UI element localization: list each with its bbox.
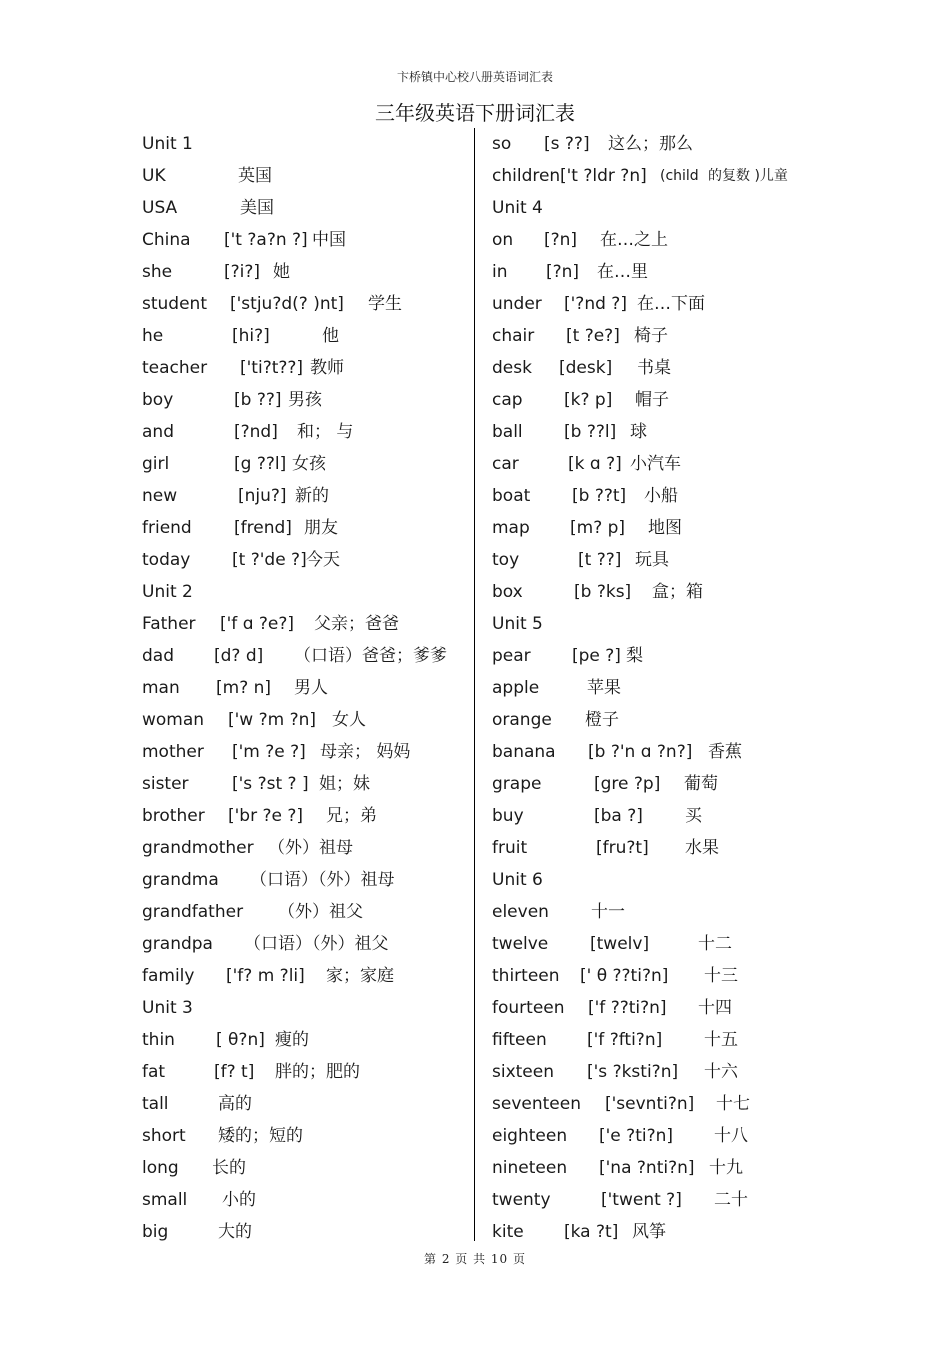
chinese-meaning: 家；家庭 <box>326 966 394 986</box>
english-word: student <box>142 294 207 314</box>
chinese-meaning: 她 <box>273 262 290 282</box>
english-word: big <box>142 1222 169 1242</box>
english-word: fifteen <box>492 1030 547 1050</box>
english-word: dad <box>142 646 174 666</box>
english-word: fruit <box>492 838 528 858</box>
unit-heading <box>492 864 822 896</box>
chinese-meaning: 大的 <box>218 1222 252 1242</box>
vocab-row <box>492 1088 822 1120</box>
phonetic: [f? t] <box>214 1062 255 1082</box>
unit-label: Unit 2 <box>142 582 193 602</box>
english-word: map <box>492 518 530 538</box>
phonetic: [s ??] <box>544 134 590 154</box>
english-word: twenty <box>492 1190 551 1210</box>
vocab-row <box>492 832 822 864</box>
usage-note: (child <box>660 168 699 184</box>
page-title: 三年级英语下册词汇表 <box>375 101 575 125</box>
vocab-row <box>142 224 467 256</box>
english-word: cap <box>492 390 523 410</box>
vocab-row <box>142 512 467 544</box>
vocab-row <box>492 1120 822 1152</box>
unit-label: Unit 1 <box>142 134 193 154</box>
vocab-row <box>492 416 822 448</box>
chinese-meaning: 教师 <box>310 358 344 378</box>
phonetic: [b ??] <box>234 390 282 410</box>
phonetic: ['na ?nti?n] <box>599 1158 695 1178</box>
phonetic: [k ɑ ?] <box>568 454 622 474</box>
unit-label: Unit 4 <box>492 198 543 218</box>
chinese-meaning: （口语）爸爸；爹爹 <box>294 646 447 666</box>
vocab-row <box>142 416 467 448</box>
unit-heading <box>142 576 467 608</box>
chinese-meaning: 球 <box>630 422 647 442</box>
chinese-meaning: 在…之上 <box>600 230 668 250</box>
chinese-meaning: 小船 <box>644 486 678 506</box>
english-word: brother <box>142 806 205 826</box>
english-word: on <box>492 230 514 250</box>
chinese-meaning: 十八 <box>714 1126 748 1146</box>
phonetic: [pe ?] <box>572 646 621 666</box>
unit-label: Unit 5 <box>492 614 543 634</box>
chinese-meaning: 矮的；短的 <box>218 1126 303 1146</box>
chinese-meaning: 十四 <box>698 998 732 1018</box>
chinese-meaning: 母亲； 妈妈 <box>320 742 411 762</box>
english-word: man <box>142 678 180 698</box>
english-word: UK <box>142 166 166 186</box>
chinese-meaning: 父亲；爸爸 <box>314 614 399 634</box>
english-word: pear <box>492 646 531 666</box>
vocab-row <box>492 1216 822 1248</box>
unit-heading <box>142 128 467 160</box>
chinese-meaning: 帽子 <box>635 390 669 410</box>
chinese-meaning: 中国 <box>312 230 346 250</box>
chinese-meaning: 梨 <box>626 646 643 666</box>
vocab-row <box>142 1088 467 1120</box>
chinese-meaning: 风筝 <box>632 1222 666 1242</box>
english-word: so <box>492 134 512 154</box>
vocab-row <box>142 384 467 416</box>
chinese-meaning: （口语）（外）祖母 <box>250 870 395 890</box>
right-column <box>492 128 822 1248</box>
unit-heading <box>492 192 822 224</box>
vocab-row <box>492 576 822 608</box>
chinese-meaning: 兄；弟 <box>326 806 377 826</box>
english-word: teacher <box>142 358 208 378</box>
chinese-meaning: （外）祖母 <box>268 838 353 858</box>
english-word: sixteen <box>492 1062 554 1082</box>
phonetic: [k? p] <box>564 390 613 410</box>
phonetic: [' θ ??ti?n] <box>580 966 669 986</box>
chinese-meaning: 十一 <box>591 902 625 922</box>
vocab-row <box>142 160 467 192</box>
chinese-meaning: 女人 <box>332 710 366 730</box>
phonetic: [frend] <box>234 518 292 538</box>
vocab-row <box>142 736 467 768</box>
chinese-meaning: 朋友 <box>304 518 338 538</box>
vocab-row <box>142 704 467 736</box>
english-word: he <box>142 326 164 346</box>
english-word: nineteen <box>492 1158 568 1178</box>
english-word: apple <box>492 678 540 698</box>
english-word: fat <box>142 1062 166 1082</box>
english-word: grandmother <box>142 838 254 858</box>
vocab-row <box>142 672 467 704</box>
phonetic: [g ??l] <box>234 454 287 474</box>
vocab-row <box>492 768 822 800</box>
chinese-meaning: （外）祖父 <box>278 902 363 922</box>
vocab-row <box>142 1120 467 1152</box>
vocab-row <box>492 992 822 1024</box>
vocab-row <box>142 768 467 800</box>
english-word: in <box>492 262 508 282</box>
english-word: and <box>142 422 174 442</box>
chinese-meaning: 美国 <box>240 198 274 218</box>
phonetic: [b ?ks] <box>574 582 632 602</box>
vocab-row <box>142 448 467 480</box>
chinese-meaning: 苹果 <box>587 678 621 698</box>
vocab-row <box>492 640 822 672</box>
english-word: eleven <box>492 902 549 922</box>
vocab-row <box>142 352 467 384</box>
phonetic: [b ??t] <box>572 486 627 506</box>
chinese-meaning: 胖的；肥的 <box>275 1062 360 1082</box>
chinese-meaning: 十三 <box>704 966 738 986</box>
phonetic: ['?nd ?] <box>564 294 627 314</box>
vocab-row <box>142 960 467 992</box>
phonetic: [desk] <box>559 358 613 378</box>
english-word: boy <box>142 390 174 410</box>
english-word: grandpa <box>142 934 213 954</box>
document-header: 卞桥镇中心校八册英语词汇表 <box>396 70 553 84</box>
vocab-row <box>492 320 822 352</box>
phonetic: [hi?] <box>232 326 270 346</box>
english-word: grandma <box>142 870 219 890</box>
chinese-meaning: 橙子 <box>585 710 619 730</box>
phonetic: [?i?] <box>224 262 261 282</box>
chinese-meaning: 买 <box>685 806 702 826</box>
phonetic: [b ??l] <box>564 422 617 442</box>
phonetic: [nju?] <box>238 486 287 506</box>
chinese-meaning: 姐；妹 <box>319 774 370 794</box>
english-word: box <box>492 582 523 602</box>
chinese-meaning: 二十 <box>714 1190 748 1210</box>
unit-label: Unit 3 <box>142 998 193 1018</box>
english-word: family <box>142 966 195 986</box>
phonetic: ['twent ?] <box>601 1190 682 1210</box>
phonetic: [t ?e?] <box>566 326 620 346</box>
vocab-row <box>142 544 467 576</box>
column-divider <box>474 128 475 1241</box>
english-word: tall <box>142 1094 169 1114</box>
chinese-meaning: （口语）（外）祖父 <box>244 934 389 954</box>
vocab-row <box>492 1152 822 1184</box>
vocab-row <box>142 1152 467 1184</box>
vocab-row <box>492 1184 822 1216</box>
chinese-meaning: 十九 <box>709 1158 743 1178</box>
vocab-row <box>142 640 467 672</box>
vocab-row <box>142 1024 467 1056</box>
chinese-meaning: 在…下面 <box>637 294 705 314</box>
vocab-row <box>492 448 822 480</box>
vocab-row <box>492 928 822 960</box>
phonetic: [ θ?n] <box>216 1030 265 1050</box>
phonetic: ['s ?ksti?n] <box>587 1062 679 1082</box>
vocab-row <box>142 288 467 320</box>
phonetic: ['m ?e ?] <box>232 742 306 762</box>
chinese-meaning: 十七 <box>716 1094 750 1114</box>
vocab-row <box>492 128 822 160</box>
english-word: twelve <box>492 934 549 954</box>
vocab-row <box>492 704 822 736</box>
vocab-row <box>492 736 822 768</box>
chinese-meaning: 葡萄 <box>684 774 718 794</box>
english-word: ball <box>492 422 523 442</box>
chinese-meaning: 今天 <box>306 550 340 570</box>
phonetic: [b ?'n ɑ ?n?] <box>588 742 693 762</box>
english-word: chair <box>492 326 535 346</box>
chinese-meaning: 和； 与 <box>297 422 354 442</box>
english-word: today <box>142 550 191 570</box>
phonetic: ['w ?m ?n] <box>228 710 317 730</box>
unit-heading <box>492 608 822 640</box>
vocab-row <box>142 1184 467 1216</box>
phonetic: [ba ?] <box>594 806 643 826</box>
phonetic: [d? d] <box>214 646 264 666</box>
phonetic: [t ??] <box>578 550 622 570</box>
english-word: woman <box>142 710 205 730</box>
phonetic: ['br ?e ?] <box>228 806 304 826</box>
phonetic: [m? p] <box>570 518 626 538</box>
phonetic: [ka ?t] <box>564 1222 619 1242</box>
english-word: fourteen <box>492 998 565 1018</box>
english-word: desk <box>492 358 532 378</box>
english-word: girl <box>142 454 170 474</box>
vocab-row <box>492 960 822 992</box>
vocab-row <box>492 672 822 704</box>
vocab-row <box>142 832 467 864</box>
vocab-row <box>492 256 822 288</box>
left-column <box>142 128 467 1248</box>
phonetic: ['f ?fti?n] <box>587 1030 663 1050</box>
phonetic: ['sevnti?n] <box>605 1094 695 1114</box>
phonetic: ['f ɑ ?e?] <box>220 614 295 634</box>
phonetic: [twelv] <box>590 934 650 954</box>
vocab-row <box>142 480 467 512</box>
phonetic: [gre ?p] <box>594 774 661 794</box>
vocab-row <box>492 480 822 512</box>
vocab-row <box>492 1056 822 1088</box>
chinese-meaning: 男人 <box>294 678 328 698</box>
vocab-row <box>142 928 467 960</box>
english-word: orange <box>492 710 552 730</box>
english-word: under <box>492 294 542 314</box>
chinese-meaning: 瘦的 <box>275 1030 309 1050</box>
phonetic: [?n] <box>544 230 578 250</box>
phonetic: ['stju?d(? )nt] <box>230 294 344 314</box>
english-word: China <box>142 230 191 250</box>
english-word: banana <box>492 742 556 762</box>
vocab-row <box>492 800 822 832</box>
english-word: buy <box>492 806 524 826</box>
english-word: USA <box>142 198 178 218</box>
english-word: Father <box>142 614 196 634</box>
chinese-meaning: 椅子 <box>634 326 668 346</box>
phonetic: [t ?'de ?] <box>232 550 307 570</box>
vocab-row <box>142 896 467 928</box>
english-word: she <box>142 262 173 282</box>
vocab-row <box>142 1056 467 1088</box>
phonetic: [m? n] <box>216 678 272 698</box>
chinese-meaning: 新的 <box>295 486 329 506</box>
vocab-row <box>492 224 822 256</box>
english-word: long <box>142 1158 179 1178</box>
vocab-row <box>492 352 822 384</box>
vocab-row <box>142 608 467 640</box>
chinese-meaning: 十五 <box>704 1030 738 1050</box>
chinese-meaning: 在…里 <box>597 262 648 282</box>
unit-label: Unit 6 <box>492 870 543 890</box>
vocab-row <box>142 800 467 832</box>
vocab-row <box>142 1216 467 1248</box>
phonetic: [fru?t] <box>596 838 649 858</box>
vocab-row <box>142 192 467 224</box>
vocab-row <box>142 864 467 896</box>
chinese-meaning: 十六 <box>704 1062 738 1082</box>
chinese-meaning: 女孩 <box>292 454 326 474</box>
phonetic: ['f? m ?li] <box>226 966 305 986</box>
chinese-meaning: 香蕉 <box>708 742 742 762</box>
english-word: grandfather <box>142 902 244 922</box>
vocab-row <box>142 256 467 288</box>
vocab-row <box>492 288 822 320</box>
chinese-meaning: 男孩 <box>288 390 322 410</box>
english-word: thin <box>142 1030 175 1050</box>
unit-heading <box>142 992 467 1024</box>
english-word: friend <box>142 518 192 538</box>
phonetic: ['t ?a?n ?] <box>224 230 308 250</box>
chinese-meaning: 这么；那么 <box>608 134 693 154</box>
english-word: mother <box>142 742 204 762</box>
phonetic: ['f ??ti?n] <box>588 998 667 1018</box>
english-word: seventeen <box>492 1094 581 1114</box>
chinese-meaning: 地图 <box>648 518 682 538</box>
chinese-meaning: 学生 <box>368 294 402 314</box>
chinese-meaning: 水果 <box>685 838 719 858</box>
english-word: thirteen <box>492 966 560 986</box>
english-word: toy <box>492 550 520 570</box>
chinese-meaning: 小汽车 <box>630 454 681 474</box>
english-word: kite <box>492 1222 524 1242</box>
vocab-row <box>492 384 822 416</box>
chinese-meaning: 小的 <box>222 1190 256 1210</box>
vocab-row <box>492 160 822 192</box>
phonetic: ['t ?ldr ?n] <box>560 166 647 186</box>
english-word: children <box>492 166 561 186</box>
vocab-row <box>492 1024 822 1056</box>
phonetic: ['e ?ti?n] <box>599 1126 674 1146</box>
chinese-meaning: 高的 <box>218 1094 252 1114</box>
phonetic: ['s ?st ? ] <box>232 774 309 794</box>
phonetic: [?n] <box>546 262 580 282</box>
vocab-row <box>492 512 822 544</box>
english-word: boat <box>492 486 531 506</box>
chinese-meaning: 长的 <box>212 1158 246 1178</box>
english-word: sister <box>142 774 189 794</box>
chinese-meaning: 玩具 <box>635 550 669 570</box>
english-word: grape <box>492 774 542 794</box>
phonetic: [?nd] <box>234 422 278 442</box>
english-word: small <box>142 1190 188 1210</box>
chinese-meaning: 他 <box>322 326 339 346</box>
page-footer: 第 2 页 共 10 页 <box>424 1252 526 1266</box>
vocab-row <box>492 544 822 576</box>
english-word: eighteen <box>492 1126 568 1146</box>
chinese-meaning: 书桌 <box>637 358 671 378</box>
chinese-meaning: 盒；箱 <box>652 582 703 602</box>
english-word: new <box>142 486 178 506</box>
english-word: short <box>142 1126 186 1146</box>
chinese-meaning: 英国 <box>238 166 272 186</box>
chinese-meaning: 的复数 )儿童 <box>708 168 788 184</box>
phonetic: ['ti?t??] <box>240 358 304 378</box>
english-word: car <box>492 454 519 474</box>
vocab-row <box>492 896 822 928</box>
vocab-row <box>142 320 467 352</box>
chinese-meaning: 十二 <box>698 934 732 954</box>
